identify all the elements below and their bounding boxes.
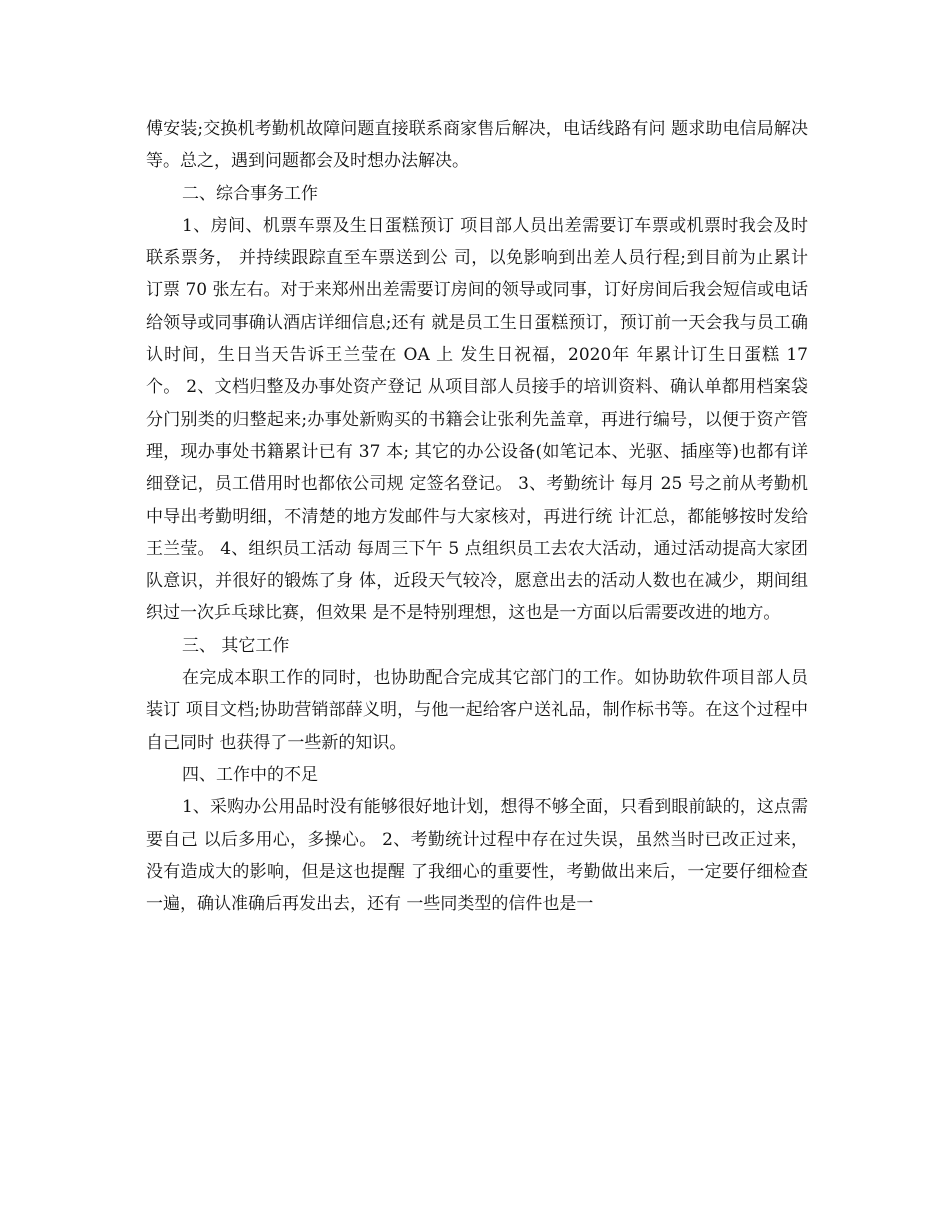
paragraph-general-affairs: 1、房间、机票车票及生日蛋糕预订 项目部人员出差需要订车票或机票时我会及时联系票务， 并持续跟踪直至车票送到公 司，以免影响到出差人员行程;到目前为止累计订票 70 张左右。对于来郑州出差需要订房间的领导或同事，订好房间后我会短信或电话给领导或同事确认酒店详细信息;还有 就是员工生日蛋糕预订，预订前一天会我与员工确认时间，生日当天告诉王兰莹在 OA 上 发生日祝福，2020年 年累计订生日蛋糕 17 个。 2、文档归整及办事处资产登记 从项目部人员接手的培训资料、确认单都用档案袋分门别类的归整起来;办事处新购买的书籍会让张利先盖章，再进行编号，以便于资产管理，现办事处书籍累计已有 37 本; 其它的办公设备(如笔记本、光驱、插座等)也都有详细登记，员工借用时也都依公司规 定签名登记。 3、考勤统计 每月 25 号之前从考勤机中导出考勤明细，不清楚的地方发邮件与大家核对，再进行统 计汇总，都能够按时发给王兰莹。 4、组织员工活动 每周三下午 5 点组织员工去农大活动，通过活动提高大家团队意识，并很好的锻炼了身 体，近段天气较冷，愿意出去的活动人数也在减少，期间组织过一次乒乓球比赛，但效果 是不是特别理想，这也是一方面以后需要改进的地方。: [146, 215, 808, 624]
paragraph-continuation: 傅安装;交换机考勤机故障问题直接联系商家售后解决，电话线路有问 题求助电信局解决等。总之，遇到问题都会及时想办法解决。: [146, 119, 808, 172]
document-body: [146, 113, 808, 920]
section-heading-other-work: 三、 其它工作: [182, 635, 290, 656]
section-heading-shortcomings: 四、工作中的不足: [182, 764, 318, 785]
paragraph-other-work: 在完成本职工作的同时，也协助配合完成其它部门的工作。如协助软件项目部人员装订 项目文档;协助营销部薛义明，与他一起给客户送礼品，制作标书等。在这个过程中自己同时 也获得了一些新的知识。: [146, 668, 808, 753]
section-heading-general-affairs: 二、综合事务工作: [182, 183, 318, 204]
paragraph-shortcomings: 1、采购办公用品时没有能够很好地计划，想得不够全面，只看到眼前缺的，这点需要自己 以后多用心，多操心。 2、考勤统计过程中存在过失误，虽然当时已改正过来，没有造成大的影响，但是这也提醒 了我细心的重要性，考勤做出来后，一定要仔细检查一遍，确认准确后再发出去，还有 一些同类型的信件也是一: [146, 797, 808, 915]
